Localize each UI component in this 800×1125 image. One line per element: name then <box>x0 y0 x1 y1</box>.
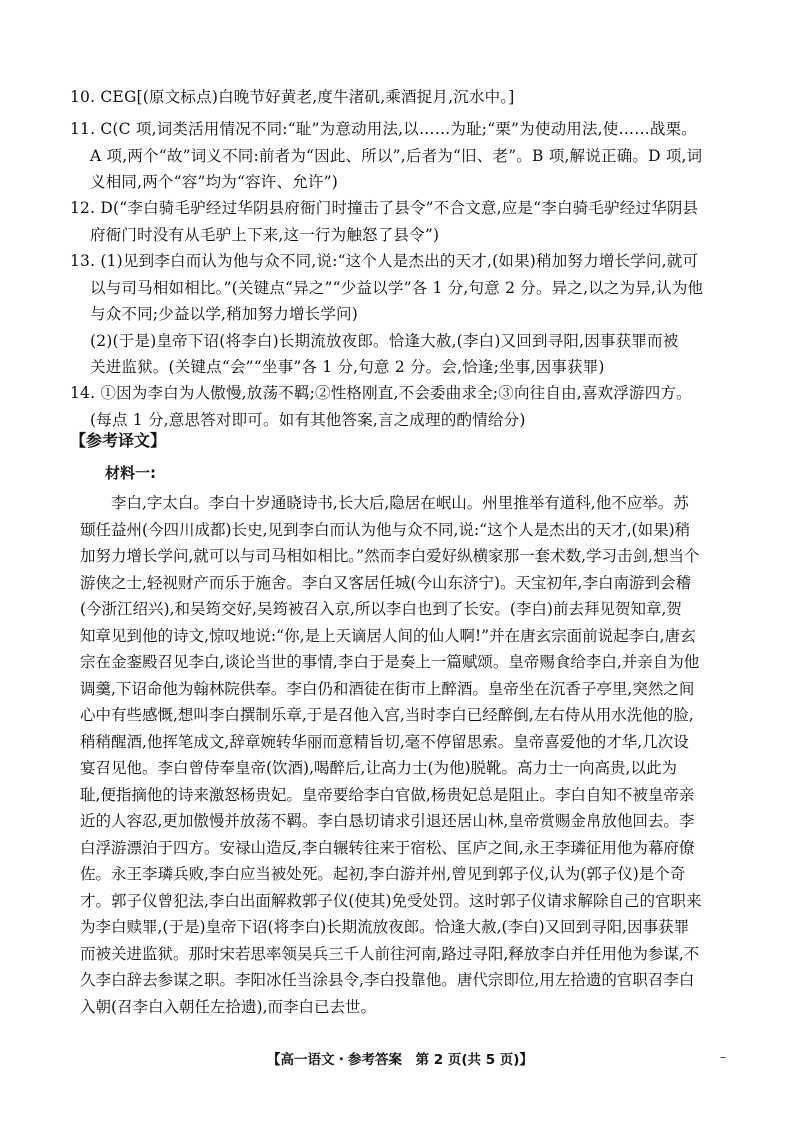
translation-body <box>80 490 740 1020</box>
translation-line: 宴召见他。李白曾侍奉皇帝(饮酒),喝醉后,让高力士(为他)脱靴。高力士一向高贵,以此为 <box>80 759 677 777</box>
answer-line: 关进监狱。(关键点“会”“坐事”各 1 分,句意 2 分。会,恰逢;坐事,因事获罪) <box>90 358 605 376</box>
answer-line: 以与司马相如相比。”(关键点“异之”“少益以学”各 1 分,句意 2 分。异之,以之为异,认为他 <box>90 278 704 297</box>
translation-line: 宗在金銮殿召见李白,谈论当世的事情,李白于是奏上一篇赋颂。皇帝赐食给李白,并亲自为他 <box>80 653 700 671</box>
translation-line: 久李白辞去参谋之职。李阳冰任当涂县令,李白投靠他。唐代宗即位,用左拾遗的官职召李白 <box>80 971 695 989</box>
translation-line: 佐。永王李璘兵败,李白应当被处死。起初,李白游并州,曾见到郭子仪,认为(郭子仪)是个奇 <box>80 865 686 883</box>
translation-line: 李白,字太白。李白十岁通晓诗书,长大后,隐居在岷山。州里推举有道科,他不应举。苏 <box>80 494 689 512</box>
footer-mark: – <box>720 1050 726 1064</box>
page-footer: 【高一语文・参考答案 第 2 页(共 5 页)】 <box>267 1052 533 1068</box>
translation-line: 知章见到他的诗文,惊叹地说:“你,是上天谪居人间的仙人啊!”并在唐玄宗面前说起李白,唐玄 <box>80 626 696 645</box>
translation-line: 近的人容忍,更加傲慢并放荡不羁。李白恳切请求引退还居山林,皇帝赏赐金帛放他回去。李 <box>80 812 695 830</box>
answer-line: 与众不同;少益以学,稍加努力增长学问) <box>90 305 358 323</box>
answer-14 <box>70 380 730 433</box>
translation-line: 为李白赎罪,(于是)皇帝下诏(将李白)长期流放夜郎。恰逢大赦,(李白)又回到寻阳,因事获罪 <box>80 918 690 936</box>
answer-line: (每点 1 分,意思答对即可。如有其他答案,言之成理的酌情给分) <box>90 410 526 429</box>
translation-line: 耻,便指摘他的诗来激怒杨贵妃。皇帝要给李白官做,杨贵妃总是阻止。李白自知不被皇帝亲 <box>80 785 695 804</box>
answer-13 <box>70 248 730 381</box>
answer-line: 10. CEG[(原文标点)白晚节好黄老,度牛渚矶,乘酒捉月,沉水中。] <box>70 88 515 106</box>
answer-12 <box>70 195 730 248</box>
material-title: 材料一: <box>105 464 156 482</box>
translation-line: 入朝(召李白入朝任左拾遗),而李白已去世。 <box>80 997 377 1016</box>
translation-line: 颋任益州(今四川成都)长史,见到李白而认为他与众不同,说:“这个人是杰出的天才,(如果)稍 <box>80 520 691 539</box>
translation-line: 加努力增长学问,就可以与司马相如相比。”然而李白爱好纵横家那一套术数,学习击剑,想当个 <box>80 547 700 565</box>
answer-10 <box>70 84 730 111</box>
answer-line: 14. ①因为李白为人傲慢,放荡不羁;②性格刚直,不会委曲求全;③向往自由,喜欢浮游四方。 <box>70 384 692 402</box>
answer-11 <box>70 116 730 196</box>
answer-line: 12. D(“李白骑毛驴经过华阴县府衙门时撞击了县令”不合文意,应是“李白骑毛驴经过华阴县 <box>70 199 699 217</box>
translation-line: 白浮游漂泊于四方。安禄山造反,李白辗转往来于宿松、匡庐之间,永王李璘征用他为幕府僚 <box>80 838 695 857</box>
translation-line: 游侠之士,轻视财产而乐于施舍。李白又客居任城(今山东济宁)。天宝初年,李白南游到会稽 <box>80 573 691 592</box>
translation-line: 心中有些感慨,想叫李白撰制乐章,于是召他入宫,当时李白已经醉倒,左右侍从用水洗他的脸, <box>80 706 694 724</box>
answer-line: 13. (1)见到李白而认为他与众不同,说:“这个人是杰出的天才,(如果)稍加努力增长学问,就可 <box>70 252 699 270</box>
answer-line: 11. C(C 项,词类活用情况不同:“耻”为意动用法,以……为耻;“栗”为使动用法,使……战栗。 <box>70 120 697 138</box>
translation-line: 稍稍醒酒,他挥笔成文,辞章婉转华丽而意精旨切,毫不停留思索。皇帝喜爱他的才华,几次设 <box>80 732 689 751</box>
answer-line: A 项,两个“故”词义不同:前者为“因此、所以”,后者为“旧、老”。B 项,解说正确。D 项,词 <box>90 146 703 165</box>
translation-line: 调羹,下诏命他为翰林院供奉。李白仍和酒徒在街市上醉酒。皇帝坐在沉香子亭里,突然之间 <box>80 679 695 698</box>
answer-line: (2)(于是)皇帝下诏(将李白)长期流放夜郎。恰逢大赦,(李白)又回到寻阳,因事获罪而被 <box>90 331 679 350</box>
translation-line: (今浙江绍兴),和吴筠交好,吴筠被召入京,所以李白也到了长安。(李白)前去拜见贺知章,贺 <box>80 600 682 618</box>
section-title: 【参考译文】 <box>70 431 167 450</box>
translation-line: 才。郭子仪曾犯法,李白出面解救郭子仪(使其)免受处罚。这时郭子仪请求解除自己的官职来 <box>80 891 702 910</box>
answer-line: 义相同,两个“容”均为“容许、允许”) <box>90 173 338 191</box>
translation-line: 而被关进监狱。那时宋若思率领吴兵三千人前往河南,路过寻阳,释放李白并任用他为参谋,不 <box>80 944 700 963</box>
answer-line: 府衙门时没有从毛驴上下来,这一行为触怒了县令”) <box>90 225 440 244</box>
